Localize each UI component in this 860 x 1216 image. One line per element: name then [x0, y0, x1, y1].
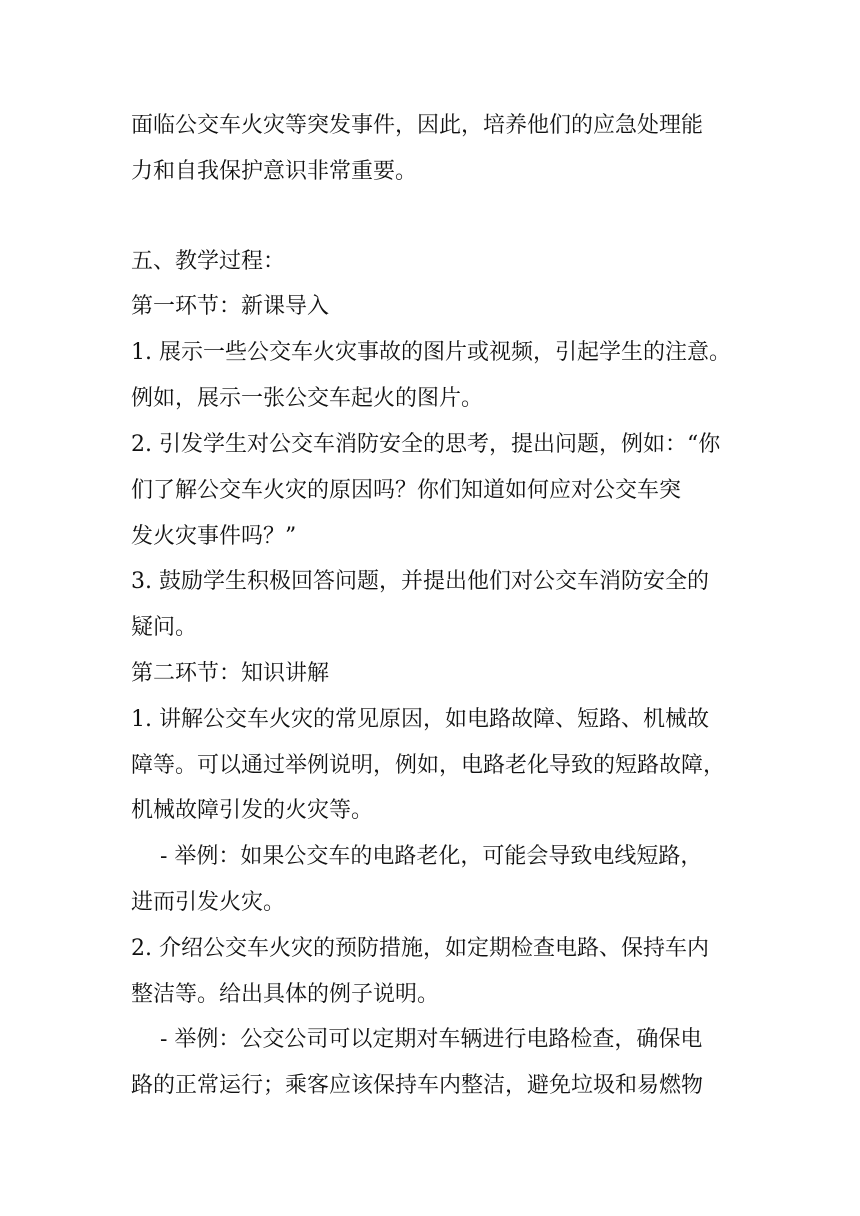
section-heading: 五、教学过程： [131, 249, 286, 274]
list-item-line: 们了解公交车火灾的原因吗？你们知道如何应对公交车突 [131, 478, 682, 503]
subsection-heading: 第一环节：新课导入 [131, 294, 330, 319]
example-line: 进而引发火灾。 [131, 890, 286, 915]
list-item-line: 障等。可以通过举例说明，例如，电路老化导致的短路故障， [131, 753, 726, 778]
list-item-line: 1. 讲解公交车火灾的常见原因，如电路故障、短路、机械故 [131, 707, 709, 732]
list-item-line: 例如，展示一张公交车起火的图片。 [131, 386, 484, 411]
list-item-line: 整洁等。给出具体的例子说明。 [131, 982, 440, 1007]
list-item-line: 2. 介绍公交车火灾的预防措施，如定期检查电路、保持车内 [131, 936, 709, 961]
example-line: 路的正常运行；乘客应该保持车内整洁，避免垃圾和易燃物 [131, 1073, 704, 1098]
list-item-line: 3. 鼓励学生积极回答问题，并提出他们对公交车消防安全的 [131, 569, 709, 594]
list-item-line: 疑问。 [131, 615, 198, 640]
paragraph-line: 面临公交车火灾等突发事件，因此，培养他们的应急处理能 [131, 113, 704, 138]
example-line: - 举例：公交公司可以定期对车辆进行电路检查，确保电 [160, 1027, 703, 1052]
example-line: - 举例：如果公交车的电路老化，可能会导致电线短路， [160, 844, 703, 869]
subsection-heading: 第二环节：知识讲解 [131, 661, 330, 686]
list-item-line: 发火灾事件吗？” [131, 524, 297, 549]
list-item-line: 机械故障引发的火灾等。 [131, 798, 374, 823]
paragraph-line: 力和自我保护意识非常重要。 [131, 159, 418, 184]
list-item-line: 2. 引发学生对公交车消防安全的思考，提出问题，例如：“你 [131, 432, 721, 457]
list-item-line: 1. 展示一些公交车火灾事故的图片或视频，引起学生的注意。 [131, 340, 731, 365]
